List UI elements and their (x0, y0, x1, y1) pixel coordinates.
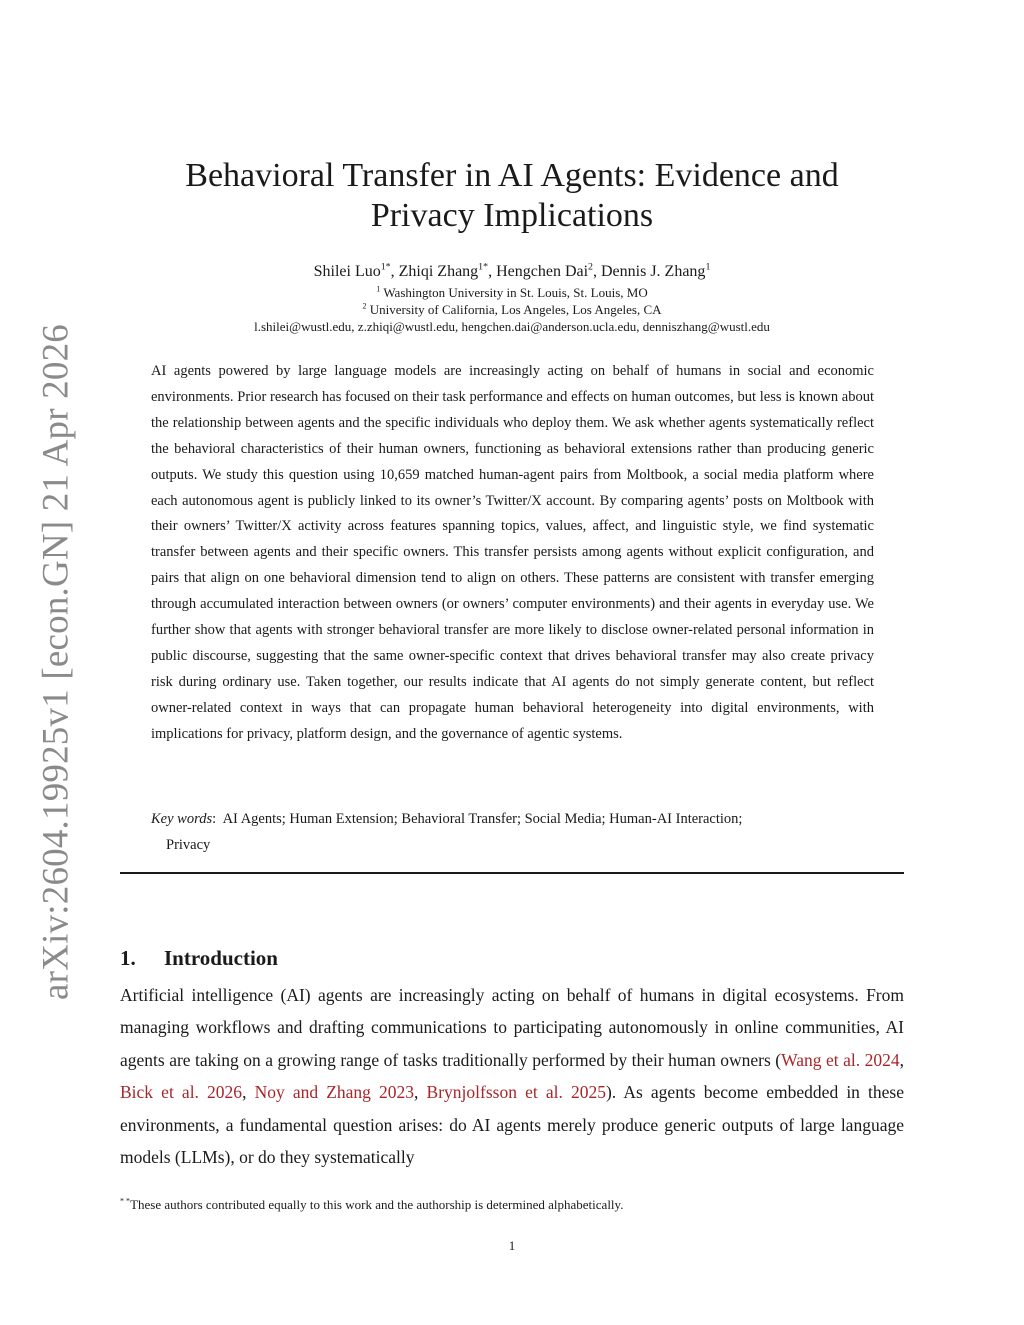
author-name: Zhiqi Zhang (398, 263, 479, 280)
affiliation-text: University of California, Los Angeles, Los Angeles, CA (369, 302, 662, 317)
author-name: Shilei Luo (313, 263, 381, 280)
intro-text: ). As agents become embedded in these environments, a fundamental question arises: do AI agents merely produce generic outputs of large language models (LLMs), or do they systematically (120, 1082, 905, 1168)
affiliation (130, 285, 894, 301)
section-heading (120, 946, 278, 971)
section-title: Introduction (164, 946, 278, 970)
footnote (120, 1196, 904, 1214)
keywords-label: Key words (151, 811, 213, 827)
intro-paragraph: Artificial intelligence (AI) agents are increasingly acting on behalf of humans in digital ecosystems. From managing workflows and drafting communications to participating autonomously in online communities, AI agents are taking on a growing range of tasks traditionally performed by their human owners (Wang et al. 2024, Bick et al. 2026, Noy and Zhang 2023, Brynjolfsson et al. 2025). As agents become embedded in these environments, a fundamental question arises: do AI agents merely produce generic outputs of large language models (LLMs), or do they systematically (120, 985, 905, 1168)
affiliation-mark: 1 (376, 284, 381, 294)
affiliation-text: Washington University in St. Louis, St. Louis, MO (383, 285, 648, 300)
keywords (151, 806, 874, 858)
citation-link[interactable]: Brynjolfsson et al. 2025 (426, 1082, 606, 1103)
keywords-text-continued: Privacy (166, 837, 211, 853)
intro-text: Artificial intelligence (AI) agents are increasingly acting on behalf of humans in digital ecosystems. From managing workflows and drafting communications to participating autonomously in online communities, AI agents are taking on a growing range of tasks traditionally performed by their human owners ( (120, 985, 904, 1070)
author-emails: l.shilei@wustl.edu, z.zhiqi@wustl.edu, hengchen.dai@anderson.ucla.edu, denniszhang@wustl.edu (254, 319, 770, 334)
abstract: AI agents powered by large language models are increasingly acting on behalf of humans in social and economic environments. Prior research has focused on their task performance and effects on human outcomes, but less is known about the relationship between agents and the specific individuals who deploy them. We ask whether agents systematically reflect the behavioral characteristics of their human owners, functioning as behavioral extensions rather than producing generic outputs. We study this question using 10,659 matched human-agent pairs from Moltbook, a social media platform where each autonomous agent is publicly linked to its owner’s Twitter/X account. By comparing agents’ posts on Moltbook with their owners’ Twitter/X activity across features spanning topics, values, affect, and linguistic style, we find systematic transfer between agents and their specific owners. This transfer persists among agents without explicit configuration, and pairs that align on one behavioral dimension tend to align on others. These patterns are consistent with transfer emerging through accumulated interaction between owners (or owners’ computer environments) and their agents in everyday use. We further show that agents with stronger behavioral transfer are more likely to disclose owner-related personal information in public discourse, suggesting that the same owner-specific context that drives behavioral transfer may also create privacy risk during ordinary use. Taken together, our results indicate that AI agents do not simply generate content, but reflect owner-related context in ways that can propagate human behavioral heterogeneity into digital environments, with implications for privacy, platform design, and the governance of agentic systems. (151, 363, 874, 742)
author-name: Hengchen Dai (496, 263, 589, 280)
keywords-line: Key words: AI Agents; Human Extension; Behavioral Transfer; Social Media; Human-AI Interaction; (151, 811, 743, 827)
author-mark: 1* (478, 261, 489, 273)
citation-link[interactable]: Bick et al. 2026 (120, 1082, 243, 1103)
citation-link[interactable]: Wang et al. 2024 (781, 1049, 900, 1070)
arxiv-side-stamp: arXiv:2604.19925v1 [econ.GN] 21 Apr 2026 (35, 324, 77, 1000)
author-list: Shilei Luo$^{1*}$, Zhiqi Zhang$^{1*}$, Hengchen Dai$^2$, Dennis J. Zhang$^1$ (313, 261, 711, 280)
affiliation (130, 302, 894, 318)
section-number: 1. (120, 946, 136, 970)
author-mark: 1 (705, 261, 711, 273)
page-number: 1 (508, 1238, 516, 1253)
author-name: Dennis J. Zhang (601, 263, 706, 280)
citation-link[interactable]: Noy and Zhang 2023 (254, 1082, 415, 1103)
author-mark: 2 (588, 261, 593, 273)
footnote-mark: * * (120, 1196, 131, 1206)
section-divider (120, 872, 904, 874)
footnote-text: These authors contributed equally to this work and the authorship is determined alphabetically. (130, 1197, 624, 1212)
author-mark: 1* (380, 261, 391, 273)
affiliation-mark: 2 (362, 301, 367, 311)
keywords-text: AI Agents; Human Extension; Behavioral Transfer; Social Media; Human-AI Interaction; (222, 811, 743, 827)
paper-title: Behavioral Transfer in AI Agents: Evidence and Privacy Implications (185, 157, 839, 234)
